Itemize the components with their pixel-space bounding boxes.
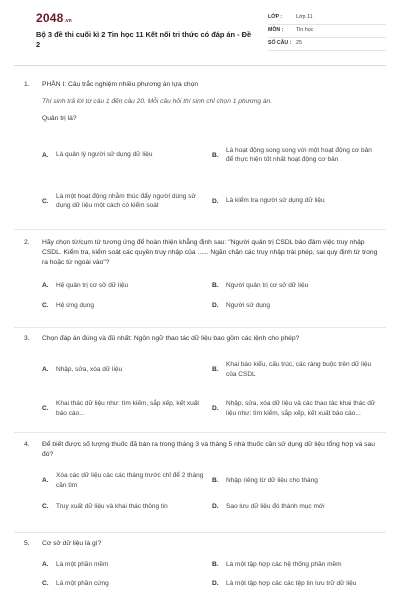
option-letter: C. [42, 503, 49, 511]
options [42, 468, 378, 520]
instruction: Thí sinh trả lời từ câu 1 đến câu 20. Mỗi câu hỏi thí sinh chỉ chọn 1 phương án. [42, 98, 273, 106]
option-letter: C. [42, 405, 49, 413]
option-letter: D. [212, 579, 219, 587]
option-text: Nhập, sửa, xóa dữ liệu và các thao tác khai thác dữ liệu như: tìm kiếm, sắp xếp, kết xuất báo cáo... [226, 400, 376, 418]
option-text: Nhập riêng từ dữ liệu cho tháng [226, 477, 318, 485]
option-row [42, 468, 378, 494]
option-b[interactable] [212, 360, 378, 380]
option-letter: D. [212, 405, 219, 413]
option-a[interactable] [42, 471, 208, 491]
option-letter: C. [42, 302, 49, 310]
site-logo[interactable] [36, 10, 72, 27]
option-letter: B. [212, 560, 219, 568]
option-text: Nhập, sửa, xóa dữ liệu [56, 366, 123, 374]
question-header [24, 238, 378, 268]
option-d[interactable] [212, 196, 378, 206]
option-row [42, 131, 378, 179]
option-b[interactable] [212, 146, 378, 166]
option-row [42, 179, 378, 223]
question-2 [24, 238, 378, 316]
question-header [24, 539, 378, 549]
question-stem: Để biết được số lượng thuốc đã bán ra trong tháng 3 và tháng 5 nhà thuốc cần sử dụng dữ liệu tổng hợp và sau đó? [42, 441, 375, 459]
question-5 [24, 539, 378, 593]
option-row [42, 574, 378, 593]
option-b[interactable] [212, 560, 378, 570]
option-c[interactable] [42, 192, 208, 212]
option-text: Là một phần cứng [56, 579, 109, 587]
question-1 [24, 80, 378, 223]
meta-row-subject [268, 25, 386, 38]
option-row [42, 555, 378, 574]
question-stem: Hãy chọn từ/cụm từ tương ứng để hoàn thiện khẳng định sau: "Người quản trị CSDL bảo đảm việc truy nhập CSDL. Kiểm tra, kiểm soát các quyền truy nhập của ...... Ngăn chặn các truy nhập trái phép, sai quy định từ trong ra hoặc từ ngoài vào"? [42, 239, 378, 267]
option-letter: D. [212, 302, 219, 310]
option-text: Là hoạt động song song với một hoạt động cơ bản để thực hiện tốt nhất hoạt động cơ bản [226, 146, 372, 164]
option-text: Sao lưu dữ liệu đó thành mục mới [226, 503, 325, 511]
question-3 [24, 334, 378, 430]
option-d[interactable] [212, 301, 378, 311]
question-stem: Chọn đáp án đúng và đủ nhất: Ngôn ngữ thao tác dữ liệu bao gồm các lệnh cho phép? [42, 335, 300, 342]
document-title: Bộ 3 đề thi cuối kì 2 Tin học 11 Kết nối tri thức có đáp án - Đề 2 [36, 30, 252, 49]
option-text: Xóa các dữ liệu các các tháng trước chỉ để 2 tháng cần tìm [56, 472, 204, 490]
question-4 [24, 440, 378, 520]
divider [14, 432, 386, 433]
document-header [14, 0, 386, 66]
meta-value: Tin học [296, 27, 314, 34]
option-d[interactable] [212, 502, 378, 512]
meta-value: Lớp 11 [296, 14, 313, 21]
question-stem: Quản trị là? [42, 114, 77, 122]
meta-value: 25 [296, 40, 302, 47]
option-text: Hệ ứng dụng [56, 302, 94, 310]
option-letter: A. [42, 282, 49, 290]
question-number: 5. [24, 540, 30, 547]
question-header [24, 334, 378, 344]
logo-main: 2048 [36, 11, 64, 25]
option-letter: B. [212, 477, 219, 485]
option-letter: B. [212, 366, 219, 374]
option-c[interactable] [42, 502, 208, 512]
option-letter: D. [212, 503, 219, 511]
meta-label: MÔN : [268, 27, 284, 34]
option-row [42, 388, 378, 430]
divider [14, 327, 386, 328]
meta-row-class [268, 12, 386, 25]
option-letter: B. [212, 151, 219, 159]
option-d[interactable] [212, 399, 378, 419]
option-c[interactable] [42, 579, 208, 589]
option-row [42, 494, 378, 520]
exam-meta-table [268, 12, 386, 51]
meta-label: SỐ CÂU : [268, 40, 292, 47]
option-b[interactable] [212, 281, 378, 291]
option-letter: A. [42, 477, 49, 485]
option-d[interactable] [212, 579, 378, 589]
question-header [24, 80, 378, 90]
option-letter: A. [42, 366, 49, 374]
question-stem: Cơ sở dữ liệu là gì? [42, 540, 102, 547]
meta-label: LỚP : [268, 14, 283, 21]
option-a[interactable] [42, 150, 208, 160]
option-letter: C. [42, 579, 49, 587]
option-text: Người quản trị cơ sở dữ liệu [226, 282, 309, 290]
logo-suffix: .vn [64, 18, 72, 24]
option-letter: A. [42, 151, 49, 159]
option-text: Là một phần mềm [56, 560, 109, 568]
options [42, 131, 378, 223]
question-number: 1. [24, 81, 30, 88]
divider [14, 229, 386, 230]
option-row [42, 296, 378, 316]
option-text: Truy xuất dữ liệu và khai thác thông tin [56, 503, 168, 511]
option-text: Là kiểm tra người sử dụng dữ liệu [226, 197, 325, 205]
options [42, 276, 378, 316]
option-letter: C. [42, 197, 49, 205]
option-text: Là một tập hợp các hệ thống phần mềm [226, 560, 342, 568]
option-text: Là một tập hợp các các tệp tin lưu trữ dữ liệu [226, 579, 357, 587]
option-text: Khai báo kiểu, cấu trúc, các ràng buộc trên dữ liệu của CSDL [226, 361, 372, 379]
question-number: 4. [24, 441, 30, 448]
option-a[interactable] [42, 365, 208, 375]
option-row [42, 352, 378, 388]
option-text: Người sử dụng [226, 302, 271, 310]
option-text: Là quản lý người sử dụng dữ liệu [56, 151, 153, 159]
option-text: Là một hoạt động nhằm thúc đẩy người dùng sử dụng dữ liệu một cách có kiểm soát [56, 192, 196, 210]
option-c[interactable] [42, 301, 208, 311]
options [42, 555, 378, 593]
option-text: Hệ quản trị cơ sở dữ liệu [56, 282, 129, 290]
option-a[interactable] [42, 560, 208, 570]
option-text: Khai thác dữ liệu như: tìm kiếm, sắp xếp, kết xuất báo cáo... [56, 400, 200, 418]
option-a[interactable] [42, 281, 208, 291]
option-row [42, 276, 378, 296]
options [42, 352, 378, 430]
section-title: PHẦN I: Câu trắc nghiệm nhiều phương án lựa chọn [42, 81, 199, 88]
divider [14, 532, 386, 533]
option-letter: B. [212, 282, 219, 290]
question-header [24, 440, 378, 460]
option-letter: A. [42, 560, 49, 568]
option-c[interactable] [42, 399, 208, 419]
meta-row-count [268, 38, 386, 51]
option-b[interactable] [212, 476, 378, 486]
question-number: 2. [24, 239, 30, 246]
question-number: 3. [24, 335, 30, 342]
option-letter: D. [212, 197, 219, 205]
